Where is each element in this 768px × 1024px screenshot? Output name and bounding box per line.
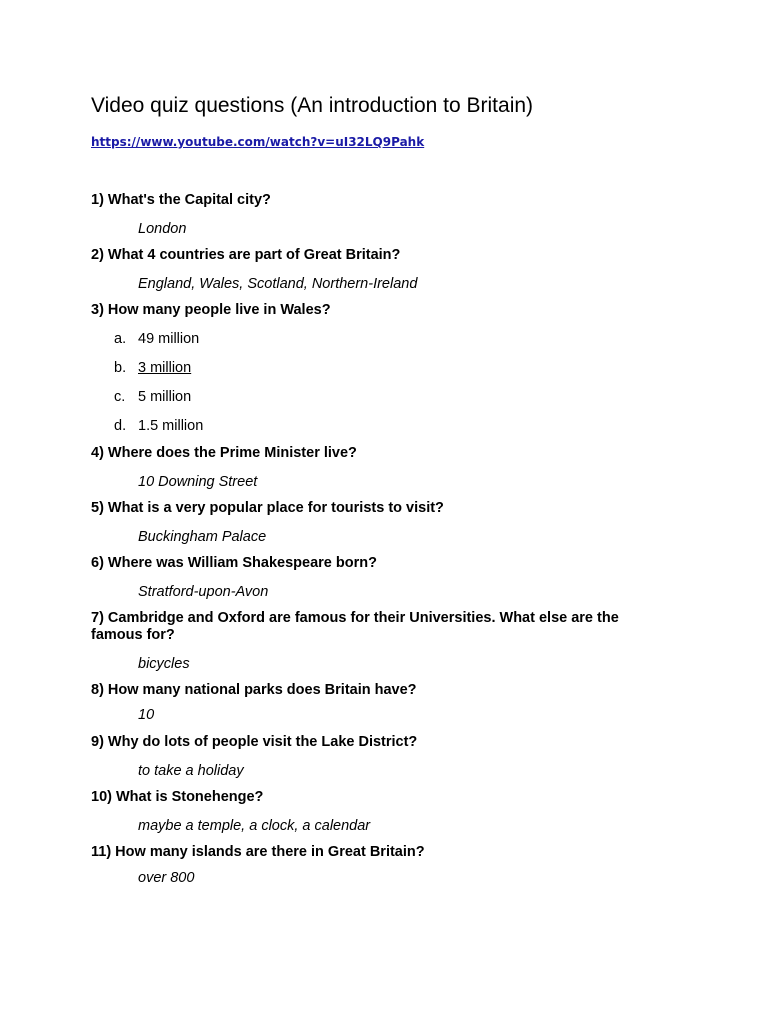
question-6: 6) Where was William Shakespeare born? [91,555,377,571]
option-b [114,360,191,376]
option-text: 5 million [138,389,192,405]
option-text: 49 million [138,331,200,347]
question-10: 10) What is Stonehenge? [91,789,264,805]
answer-8: 10 [138,707,155,723]
option-d [114,418,203,434]
answer-11: over 800 [138,870,195,886]
answer-1: London [138,221,187,237]
answer-4: 10 Downing Street [138,474,258,490]
option-c [114,389,191,405]
option-marker: d. [114,418,127,434]
question-2: 2) What 4 countries are part of Great Britain? [91,247,401,263]
option-a [114,331,199,347]
question-9: 9) Why do lots of people visit the Lake District? [91,734,418,750]
question-1: 1) What's the Capital city? [91,192,271,208]
question-8: 8) How many national parks does Britain have? [91,682,417,698]
question-5: 5) What is a very popular place for tourists to visit? [91,500,444,516]
option-marker: b. [114,360,127,376]
answer-10: maybe a temple, a clock, a calendar [138,818,371,834]
answer-6: Stratford-upon-Avon [138,584,269,600]
answer-9: to take a holiday [138,763,244,779]
answer-2: England, Wales, Scotland, Northern-Ireland [138,276,418,292]
document-title: Video quiz questions (An introduction to Britain) [91,94,534,117]
option-marker: a. [114,331,127,347]
question-7: 7) Cambridge and Oxford are famous for their Universities. What else are the famous for? [91,610,619,643]
video-link[interactable]: https://www.youtube.com/watch?v=uI32LQ9Pahk [91,135,425,149]
question-3: 3) How many people live in Wales? [91,302,331,318]
option-text: 1.5 million [138,418,204,434]
answer-7: bicycles [138,656,190,672]
option-marker: c. [114,389,126,405]
option-text-correct: 3 million [138,360,192,376]
question-11: 11) How many islands are there in Great Britain? [91,844,425,860]
answer-5: Buckingham Palace [138,529,267,545]
question-4: 4) Where does the Prime Minister live? [91,445,357,461]
